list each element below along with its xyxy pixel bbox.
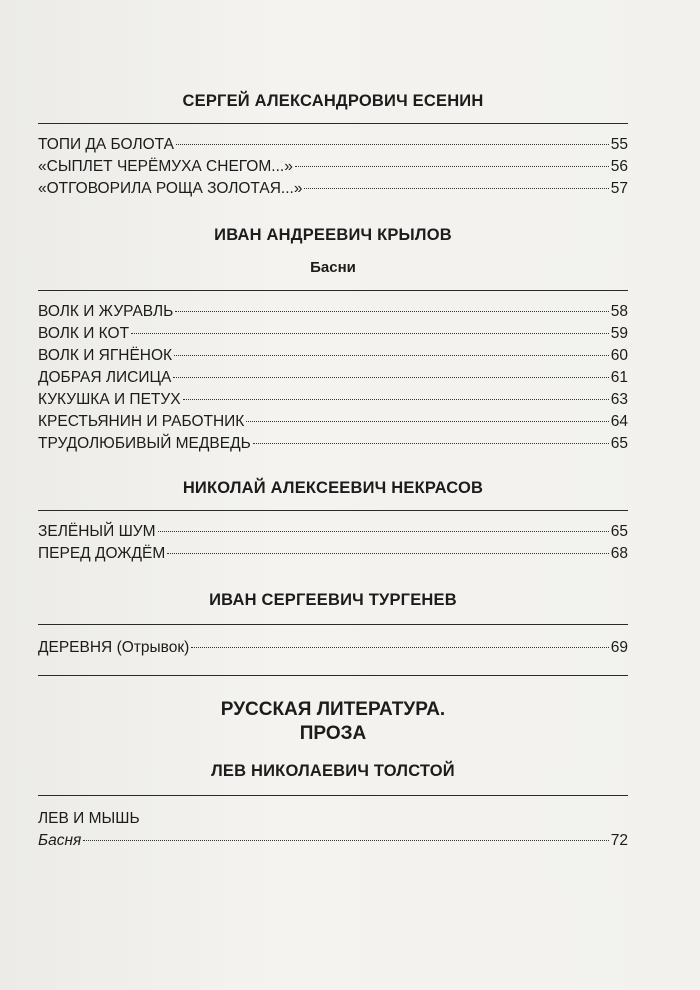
entry-page: 63 xyxy=(610,391,628,408)
entry-page: 56 xyxy=(610,158,628,175)
entry-page: 65 xyxy=(610,523,628,540)
entry-subtitle: (Отрывок) xyxy=(116,639,190,656)
table-of-contents xyxy=(38,92,628,852)
entry-title: ТРУДОЛЮБИВЫЙ МЕДВЕДЬ xyxy=(38,435,251,452)
entry-page: 69 xyxy=(610,639,628,656)
divider xyxy=(38,624,628,625)
toc-entry[interactable] xyxy=(38,433,628,455)
toc-entry[interactable] xyxy=(38,301,628,323)
entry-title-text: ДЕРЕВНЯ xyxy=(38,639,113,656)
entry-title: ВОЛК И ЯГНЁНОК xyxy=(38,347,173,364)
divider xyxy=(38,123,628,124)
entry-page: 65 xyxy=(610,435,628,452)
toc-entry[interactable] xyxy=(38,156,628,178)
dot-leader xyxy=(174,355,609,356)
section-heading-fables: Басни xyxy=(310,259,356,276)
toc-entry[interactable] xyxy=(38,178,628,200)
entry-page: 68 xyxy=(610,545,628,562)
entry-title: ТОПИ ДА БОЛОТА xyxy=(38,136,174,153)
toc-entry[interactable] xyxy=(38,389,628,411)
entry-page: 60 xyxy=(610,347,628,364)
entry-page: 55 xyxy=(610,136,628,153)
dot-leader xyxy=(191,647,608,648)
author-heading-nekrasov: НИКОЛАЙ АЛЕКСЕЕВИЧ НЕКРАСОВ xyxy=(182,479,484,497)
author-heading-krylov: ИВАН АНДРЕЕВИЧ КРЫЛОВ xyxy=(214,226,452,244)
toc-entry[interactable] xyxy=(38,411,628,433)
toc-entry[interactable] xyxy=(38,830,628,852)
toc-entry[interactable] xyxy=(38,521,628,543)
dot-leader xyxy=(173,377,608,378)
dot-leader xyxy=(183,399,609,400)
divider xyxy=(38,510,628,511)
entry-title xyxy=(38,637,189,659)
dot-leader xyxy=(83,840,608,841)
toc-entry[interactable] xyxy=(38,345,628,367)
author-heading-tolstoy: ЛЕВ НИКОЛАЕВИЧ ТОЛСТОЙ xyxy=(211,762,455,780)
entry-page: 72 xyxy=(610,832,628,849)
dot-leader xyxy=(175,311,608,312)
dot-leader xyxy=(158,531,609,532)
entry-page: 57 xyxy=(610,180,628,197)
toc-entry[interactable] xyxy=(38,637,628,659)
entry-title: ВОЛК И КОТ xyxy=(38,325,130,342)
entry-title: ПЕРЕД ДОЖДЁМ xyxy=(38,545,166,562)
toc-entry[interactable] xyxy=(38,134,628,156)
dot-leader xyxy=(167,553,609,554)
entry-title: ЛЕВ И МЫШЬ xyxy=(38,810,140,827)
toc-entry[interactable] xyxy=(38,323,628,345)
divider xyxy=(38,795,628,796)
dot-leader xyxy=(131,333,609,334)
dot-leader xyxy=(253,443,609,444)
toc-entry-title-line[interactable] xyxy=(38,808,628,830)
part-heading-line1: РУССКАЯ ЛИТЕРАТУРА. xyxy=(220,699,446,720)
author-heading-turgenev: ИВАН СЕРГЕЕВИЧ ТУРГЕНЕВ xyxy=(209,591,457,609)
entry-title: «ОТГОВОРИЛА РОЩА ЗОЛОТАЯ...» xyxy=(38,180,303,197)
author-heading-esenin: СЕРГЕЙ АЛЕКСАНДРОВИЧ ЕСЕНИН xyxy=(182,92,484,110)
entry-title: КРЕСТЬЯНИН И РАБОТНИК xyxy=(38,413,245,430)
entry-page: 58 xyxy=(610,303,628,320)
entry-title: ВОЛК И ЖУРАВЛЬ xyxy=(38,303,174,320)
dot-leader xyxy=(295,166,609,167)
dot-leader xyxy=(176,144,609,145)
dot-leader xyxy=(304,188,608,189)
part-heading-line2: ПРОЗА xyxy=(299,723,367,744)
entry-title: КУКУШКА И ПЕТУХ xyxy=(38,391,181,408)
entry-title: ДОБРАЯ ЛИСИЦА xyxy=(38,369,172,386)
toc-entry[interactable] xyxy=(38,543,628,565)
entry-title: ЗЕЛЁНЫЙ ШУМ xyxy=(38,523,156,540)
divider xyxy=(38,290,628,291)
entry-page: 59 xyxy=(610,325,628,342)
toc-entry[interactable] xyxy=(38,367,628,389)
divider xyxy=(38,675,628,676)
entry-page: 61 xyxy=(610,369,628,386)
dot-leader xyxy=(246,421,608,422)
entry-genre: Басня xyxy=(38,832,82,849)
entry-title: «СЫПЛЕТ ЧЕРЁМУХА СНЕГОМ...» xyxy=(38,158,293,175)
entry-page: 64 xyxy=(610,413,628,430)
